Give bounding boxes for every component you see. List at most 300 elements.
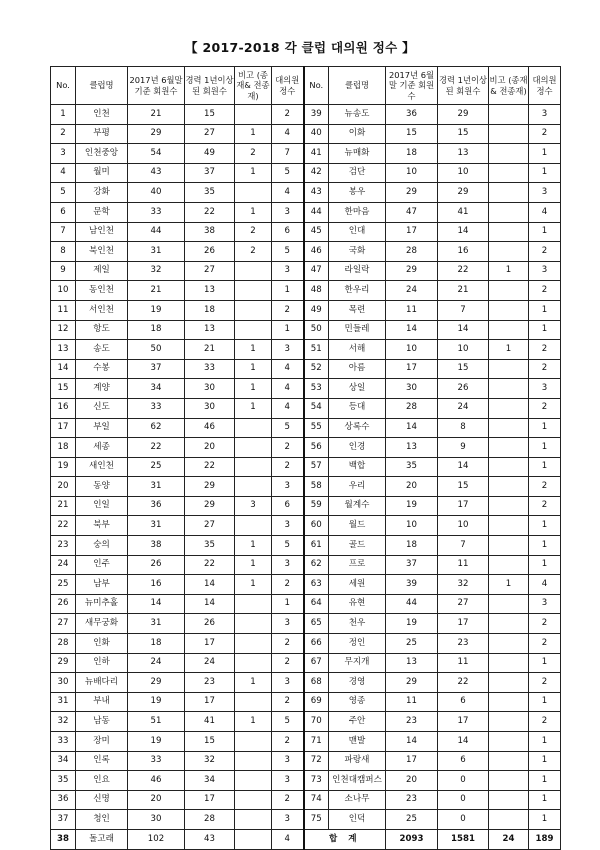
cell-club: 부내	[76, 692, 128, 712]
cell-club: 남부	[76, 575, 128, 595]
cell-career: 11	[438, 653, 489, 673]
cell-delegates: 1	[529, 653, 561, 673]
cell-no: 6	[51, 202, 76, 222]
cell-note	[235, 790, 272, 810]
cell-club: 인천중앙	[76, 144, 128, 164]
cell-members: 29	[386, 261, 438, 281]
cell-note	[489, 144, 529, 164]
page-title: 【 2017-2018 각 클럽 대의원 정수 】	[185, 40, 415, 55]
cell-no: 34	[51, 751, 76, 771]
cell-club: 새무궁화	[76, 614, 128, 634]
cell-members: 29	[128, 673, 185, 693]
cell-note	[489, 751, 529, 771]
cell-club: 뉴미추홀	[76, 594, 128, 614]
cell-note	[235, 634, 272, 654]
cell-no: 71	[304, 732, 329, 752]
cell-note	[235, 418, 272, 438]
cell-club: 백합	[329, 457, 386, 477]
header-no: No.	[51, 67, 76, 105]
cell-members: 15	[386, 124, 438, 144]
cell-club: 인요	[76, 771, 128, 791]
cell-delegates: 1	[529, 438, 561, 458]
cell-club: 인경	[329, 438, 386, 458]
cell-career: 10	[438, 163, 489, 183]
cell-club: 북인천	[76, 242, 128, 262]
cell-note	[235, 810, 272, 830]
cell-members: 14	[128, 594, 185, 614]
table-row	[51, 516, 561, 536]
cell-club: 천우	[329, 614, 386, 634]
cell-club: 부평	[76, 124, 128, 144]
cell-club: 항도	[76, 320, 128, 340]
total-career: 1581	[438, 829, 489, 849]
cell-career: 21	[438, 281, 489, 301]
table-row	[51, 457, 561, 477]
cell-delegates: 1	[529, 163, 561, 183]
cell-delegates: 2	[529, 281, 561, 301]
cell-career: 22	[438, 261, 489, 281]
cell-note	[489, 653, 529, 673]
cell-delegates: 1	[529, 732, 561, 752]
cell-note: 1	[235, 398, 272, 418]
cell-note	[489, 634, 529, 654]
cell-delegates: 1	[529, 771, 561, 791]
cell-note	[489, 300, 529, 320]
cell-no: 61	[304, 536, 329, 556]
header-delegates: 대의원 정수	[272, 67, 304, 105]
cell-members: 23	[386, 712, 438, 732]
cell-club: 세원	[329, 575, 386, 595]
cell-members: 13	[386, 653, 438, 673]
cell-club: 목련	[329, 300, 386, 320]
cell-no: 27	[51, 614, 76, 634]
cell-members: 47	[386, 202, 438, 222]
cell-delegates: 6	[272, 222, 304, 242]
cell-no: 46	[304, 242, 329, 262]
cell-note: 2	[235, 144, 272, 164]
cell-no: 74	[304, 790, 329, 810]
cell-delegates: 4	[272, 829, 304, 849]
cell-members: 30	[386, 379, 438, 399]
cell-career: 29	[438, 183, 489, 203]
cell-no: 69	[304, 692, 329, 712]
cell-no: 37	[51, 810, 76, 830]
header-career: 경력 1년이상 된 회원수	[438, 67, 489, 105]
cell-note	[489, 594, 529, 614]
cell-note	[489, 810, 529, 830]
cell-no: 17	[51, 418, 76, 438]
cell-members: 23	[386, 790, 438, 810]
cell-members: 36	[386, 105, 438, 125]
cell-members: 20	[386, 771, 438, 791]
cell-career: 17	[438, 496, 489, 516]
cell-note	[489, 183, 529, 203]
cell-members: 22	[128, 438, 185, 458]
cell-note	[235, 477, 272, 497]
cell-no: 66	[304, 634, 329, 654]
cell-no: 48	[304, 281, 329, 301]
cell-career: 22	[185, 457, 235, 477]
cell-club: 강화	[76, 183, 128, 203]
cell-career: 29	[438, 105, 489, 125]
table-body	[51, 105, 561, 850]
cell-career: 27	[438, 594, 489, 614]
cell-no: 49	[304, 300, 329, 320]
cell-delegates: 3	[272, 751, 304, 771]
cell-no: 39	[304, 105, 329, 125]
cell-club: 장미	[76, 732, 128, 752]
cell-delegates: 3	[529, 261, 561, 281]
cell-delegates: 5	[272, 242, 304, 262]
cell-members: 18	[128, 320, 185, 340]
cell-delegates: 4	[272, 124, 304, 144]
cell-career: 14	[438, 320, 489, 340]
cell-note: 2	[235, 222, 272, 242]
cell-club: 프로	[329, 555, 386, 575]
table-row	[51, 477, 561, 497]
cell-members: 54	[128, 144, 185, 164]
cell-no: 35	[51, 771, 76, 791]
cell-note	[235, 438, 272, 458]
cell-members: 43	[128, 163, 185, 183]
cell-note	[235, 751, 272, 771]
cell-no: 11	[51, 300, 76, 320]
cell-no: 4	[51, 163, 76, 183]
table-row	[51, 712, 561, 732]
cell-note	[235, 183, 272, 203]
cell-club: 송도	[76, 340, 128, 360]
cell-members: 102	[128, 829, 185, 849]
cell-note: 1	[489, 340, 529, 360]
total-delegates: 189	[529, 829, 561, 849]
cell-members: 28	[386, 242, 438, 262]
cell-note	[235, 261, 272, 281]
cell-note	[489, 202, 529, 222]
cell-career: 14	[185, 575, 235, 595]
cell-members: 44	[128, 222, 185, 242]
cell-no: 25	[51, 575, 76, 595]
cell-members: 26	[128, 555, 185, 575]
cell-delegates: 2	[272, 634, 304, 654]
cell-career: 14	[185, 594, 235, 614]
cell-career: 17	[438, 712, 489, 732]
cell-no: 2	[51, 124, 76, 144]
cell-note	[489, 418, 529, 438]
cell-club: 세종	[76, 438, 128, 458]
table-row	[51, 732, 561, 752]
cell-note	[489, 692, 529, 712]
cell-note: 1	[235, 536, 272, 556]
table-row	[51, 379, 561, 399]
cell-club: 검단	[329, 163, 386, 183]
cell-members: 20	[386, 477, 438, 497]
cell-no: 65	[304, 614, 329, 634]
cell-no: 57	[304, 457, 329, 477]
cell-members: 25	[128, 457, 185, 477]
cell-note	[489, 281, 529, 301]
cell-no: 13	[51, 340, 76, 360]
cell-career: 46	[185, 418, 235, 438]
cell-members: 19	[386, 496, 438, 516]
cell-no: 45	[304, 222, 329, 242]
cell-club: 동양	[76, 477, 128, 497]
cell-delegates: 2	[529, 359, 561, 379]
cell-note	[235, 320, 272, 340]
cell-club: 인덕	[329, 810, 386, 830]
cell-delegates: 3	[529, 594, 561, 614]
cell-note	[489, 790, 529, 810]
cell-members: 32	[128, 261, 185, 281]
cell-members: 14	[386, 732, 438, 752]
header-members: 2017년 6월말 기준 회원수	[128, 67, 185, 105]
cell-club: 이화	[329, 124, 386, 144]
table-row	[51, 183, 561, 203]
cell-members: 37	[128, 359, 185, 379]
cell-members: 10	[386, 516, 438, 536]
cell-members: 29	[386, 183, 438, 203]
cell-career: 21	[185, 340, 235, 360]
cell-members: 28	[386, 398, 438, 418]
cell-career: 0	[438, 771, 489, 791]
cell-no: 60	[304, 516, 329, 536]
cell-no: 12	[51, 320, 76, 340]
cell-career: 18	[185, 300, 235, 320]
cell-delegates: 1	[529, 457, 561, 477]
cell-career: 0	[438, 790, 489, 810]
cell-club: 뉴배다리	[76, 673, 128, 693]
cell-career: 30	[185, 398, 235, 418]
cell-no: 23	[51, 536, 76, 556]
cell-delegates: 3	[529, 183, 561, 203]
cell-delegates: 2	[529, 340, 561, 360]
cell-delegates: 5	[272, 712, 304, 732]
cell-note	[489, 124, 529, 144]
cell-no: 15	[51, 379, 76, 399]
cell-career: 33	[185, 359, 235, 379]
cell-note: 2	[235, 242, 272, 262]
table-row	[51, 398, 561, 418]
cell-delegates: 2	[272, 300, 304, 320]
cell-note: 3	[235, 496, 272, 516]
table-row	[51, 614, 561, 634]
cell-career: 26	[185, 242, 235, 262]
cell-note	[235, 614, 272, 634]
table-row	[51, 673, 561, 693]
cell-career: 14	[438, 732, 489, 752]
table-row	[51, 124, 561, 144]
cell-no: 75	[304, 810, 329, 830]
cell-delegates: 1	[529, 320, 561, 340]
cell-club: 월계수	[329, 496, 386, 516]
cell-delegates: 3	[272, 261, 304, 281]
cell-career: 17	[185, 634, 235, 654]
cell-note: 1	[235, 124, 272, 144]
cell-members: 38	[128, 536, 185, 556]
cell-delegates: 1	[529, 516, 561, 536]
cell-delegates: 5	[272, 418, 304, 438]
cell-career: 15	[438, 477, 489, 497]
cell-delegates: 2	[272, 790, 304, 810]
cell-note	[489, 398, 529, 418]
cell-members: 31	[128, 614, 185, 634]
cell-members: 10	[386, 163, 438, 183]
cell-career: 7	[438, 536, 489, 556]
cell-no: 63	[304, 575, 329, 595]
table-row	[51, 536, 561, 556]
cell-delegates: 2	[529, 398, 561, 418]
cell-members: 19	[128, 300, 185, 320]
header-delegates: 대의원 정수	[529, 67, 561, 105]
cell-club: 신도	[76, 398, 128, 418]
header-career: 경력 1년이상 된 회원수	[185, 67, 235, 105]
cell-members: 20	[128, 790, 185, 810]
cell-no: 47	[304, 261, 329, 281]
cell-delegates: 2	[529, 124, 561, 144]
cell-no: 73	[304, 771, 329, 791]
cell-no: 36	[51, 790, 76, 810]
cell-no: 50	[304, 320, 329, 340]
cell-no: 9	[51, 261, 76, 281]
cell-career: 17	[185, 790, 235, 810]
cell-career: 17	[438, 614, 489, 634]
cell-note	[235, 594, 272, 614]
cell-delegates: 2	[529, 673, 561, 693]
cell-members: 46	[128, 771, 185, 791]
cell-delegates: 1	[529, 790, 561, 810]
cell-club: 영종	[329, 692, 386, 712]
cell-note	[489, 457, 529, 477]
table-row	[51, 144, 561, 164]
cell-club: 동인천	[76, 281, 128, 301]
cell-note	[235, 692, 272, 712]
cell-note: 1	[235, 712, 272, 732]
cell-members: 33	[128, 751, 185, 771]
cell-note: 1	[235, 555, 272, 575]
cell-career: 26	[185, 614, 235, 634]
cell-delegates: 4	[529, 202, 561, 222]
cell-club: 서해	[329, 340, 386, 360]
cell-club: 무지개	[329, 653, 386, 673]
cell-club: 상록수	[329, 418, 386, 438]
cell-no: 5	[51, 183, 76, 203]
cell-career: 14	[438, 222, 489, 242]
header-note: 비고 (종재& 전종재)	[489, 67, 529, 105]
cell-career: 14	[438, 457, 489, 477]
cell-note: 1	[235, 163, 272, 183]
cell-members: 25	[386, 810, 438, 830]
cell-delegates: 1	[529, 144, 561, 164]
cell-no: 42	[304, 163, 329, 183]
cell-members: 17	[386, 222, 438, 242]
cell-delegates: 3	[272, 673, 304, 693]
table-row	[51, 575, 561, 595]
cell-no: 68	[304, 673, 329, 693]
cell-note	[489, 712, 529, 732]
cell-members: 36	[128, 496, 185, 516]
cell-note: 1	[235, 340, 272, 360]
cell-club: 월미	[76, 163, 128, 183]
cell-no: 20	[51, 477, 76, 497]
cell-no: 26	[51, 594, 76, 614]
cell-no: 22	[51, 516, 76, 536]
cell-no: 3	[51, 144, 76, 164]
cell-career: 6	[438, 692, 489, 712]
cell-delegates: 3	[272, 516, 304, 536]
cell-note: 1	[489, 261, 529, 281]
delegates-table	[50, 66, 561, 850]
cell-club: 북부	[76, 516, 128, 536]
cell-career: 22	[185, 555, 235, 575]
cell-delegates: 3	[529, 105, 561, 125]
cell-career: 15	[185, 105, 235, 125]
cell-club: 인하	[76, 653, 128, 673]
cell-no: 53	[304, 379, 329, 399]
cell-delegates: 2	[272, 575, 304, 595]
cell-note: 1	[235, 673, 272, 693]
total-label: 합 계	[304, 829, 386, 849]
cell-no: 55	[304, 418, 329, 438]
cell-career: 32	[438, 575, 489, 595]
cell-club: 인천	[76, 105, 128, 125]
cell-delegates: 7	[272, 144, 304, 164]
header-club: 클럽명	[329, 67, 386, 105]
cell-career: 30	[185, 379, 235, 399]
cell-note	[235, 829, 272, 849]
cell-members: 21	[128, 281, 185, 301]
cell-members: 17	[386, 359, 438, 379]
cell-members: 44	[386, 594, 438, 614]
cell-delegates: 2	[529, 634, 561, 654]
cell-career: 24	[438, 398, 489, 418]
table-row	[51, 594, 561, 614]
table-row	[51, 418, 561, 438]
cell-note	[489, 222, 529, 242]
cell-members: 25	[386, 634, 438, 654]
cell-members: 51	[128, 712, 185, 732]
cell-delegates: 3	[272, 810, 304, 830]
cell-members: 31	[128, 516, 185, 536]
cell-delegates: 4	[529, 575, 561, 595]
cell-club: 골드	[329, 536, 386, 556]
cell-no: 67	[304, 653, 329, 673]
cell-delegates: 1	[529, 555, 561, 575]
cell-career: 34	[185, 771, 235, 791]
cell-career: 29	[185, 496, 235, 516]
cell-career: 15	[438, 124, 489, 144]
cell-no: 59	[304, 496, 329, 516]
cell-career: 22	[438, 673, 489, 693]
cell-members: 33	[128, 202, 185, 222]
cell-club: 민들레	[329, 320, 386, 340]
cell-club: 뉴송도	[329, 105, 386, 125]
cell-career: 28	[185, 810, 235, 830]
cell-note	[489, 359, 529, 379]
cell-career: 32	[185, 751, 235, 771]
cell-members: 16	[128, 575, 185, 595]
cell-note	[235, 732, 272, 752]
cell-delegates: 2	[272, 438, 304, 458]
cell-members: 34	[128, 379, 185, 399]
cell-no: 64	[304, 594, 329, 614]
cell-no: 21	[51, 496, 76, 516]
cell-members: 18	[386, 536, 438, 556]
cell-club: 우리	[329, 477, 386, 497]
cell-career: 38	[185, 222, 235, 242]
cell-club: 라일락	[329, 261, 386, 281]
cell-members: 24	[386, 281, 438, 301]
cell-members: 37	[386, 555, 438, 575]
cell-note	[489, 477, 529, 497]
